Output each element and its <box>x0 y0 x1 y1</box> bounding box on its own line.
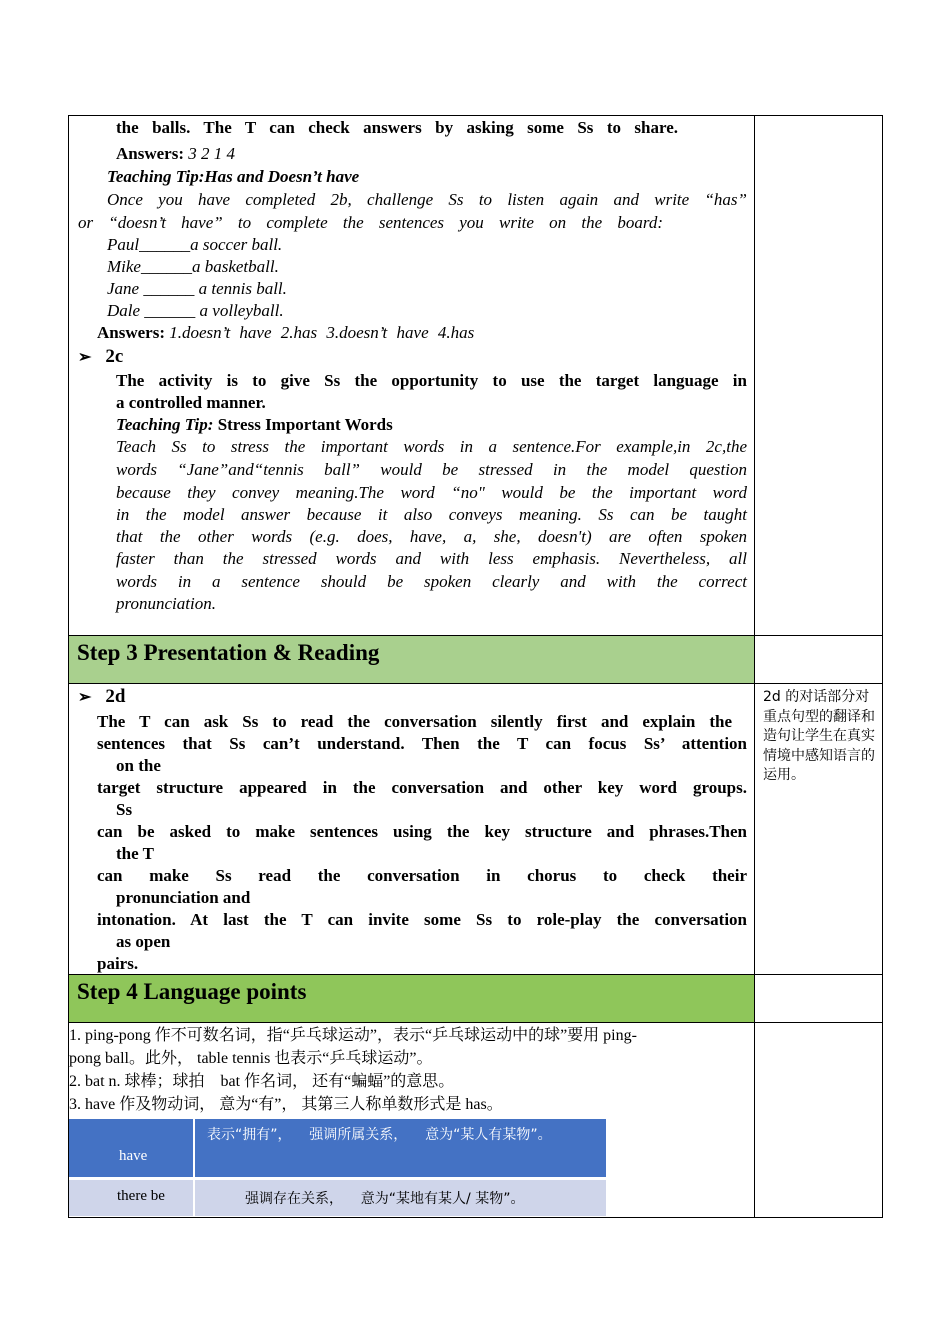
arrow-bullet-icon: ➢ <box>78 349 92 366</box>
table-row <box>69 1180 606 1216</box>
p2d-line-10: intonation. At last the T can invite some Ss to role-play the conversation <box>97 910 747 929</box>
answers2-label: Answers: <box>97 323 165 342</box>
heading-2d: ➢ 2d <box>78 686 126 707</box>
term-there-be: there be <box>117 1188 165 1204</box>
tip-title: Teaching Tip:Has and Doesn’t have <box>107 167 360 186</box>
answers2-value: 1.doesn’t have 2.has 3.doesn’t have 4.has <box>169 323 475 342</box>
answers-label: Answers: <box>116 144 184 163</box>
p2d-line-7: the T <box>116 844 154 863</box>
step4-header-row <box>68 974 883 1023</box>
p2d-line-5: Ss <box>116 800 133 819</box>
p2d-line-11: as open <box>116 932 171 951</box>
content-cell <box>68 683 755 975</box>
row-language-points <box>68 1022 883 1218</box>
heading-2c: ➢ 2c <box>78 346 124 367</box>
content-cell <box>68 1022 755 1218</box>
tip2-label: Teaching Tip: <box>116 415 214 434</box>
notes-cell <box>754 115 883 636</box>
meaning-have: 表示“拥有”， 强调所属关系， 意为“某人有某物”。 <box>207 1127 552 1143</box>
step3-header-row <box>68 635 883 684</box>
point-1a: 1. ping-pong 作不可数名词，指“乒乓球运动”，表示“乒乓球运动中的球”要用 ping- <box>69 1027 637 1044</box>
side-note-2d: 2d 的对话部分对重点句型的翻译和造句让学生在真实情境中感知语言的运用。 <box>763 689 875 783</box>
table-cell-term <box>69 1180 194 1216</box>
p2c-line-1: The activity is to give Ss the opportunity to use the target language in <box>116 371 747 390</box>
answers-line <box>116 143 235 165</box>
point-3: 3. have 作及物动词， 意为“有”， 其第三人称单数形式是 has。 <box>69 1096 503 1113</box>
point-1b: pong ball。此外， table tennis 也表示“乒乓球运动”。 <box>69 1050 433 1067</box>
p2d-line-1: The T can ask Ss to read the conversation silently first and explain the <box>97 712 732 731</box>
p2d-line-2: sentences that Ss can’t understand. Then the T can focus Ss’ attention <box>97 734 747 753</box>
table-row <box>69 1119 606 1177</box>
p2d-line-3: on the <box>116 756 161 775</box>
row-2b-2c <box>68 115 883 636</box>
tip-line-2: or “doesn’t have” to complete the sentences you write on the board: <box>78 213 663 232</box>
point-2: 2. bat n. 球棒；球拍 bat 作名词， 还有“蝙蝠”的意思。 <box>69 1073 455 1090</box>
sentence-1: Paul______a soccer ball. <box>107 235 283 254</box>
tip2-text-1: Teach Ss to stress the important words in a sentence.For example,in 2c,the <box>116 437 747 456</box>
table-cell-term <box>69 1119 194 1177</box>
tip2-text-5: that the other words (e.g. does, have, a, she, doesn't) are often spoken <box>116 527 747 546</box>
tip-line-1: Once you have completed 2b, challenge Ss to listen again and write “has” <box>107 190 747 209</box>
p2c-line-2: a controlled manner. <box>116 393 266 412</box>
tip2-title: Stress Important Words <box>217 415 393 434</box>
row-2d <box>68 683 883 975</box>
answers-value: 3 2 1 4 <box>188 144 235 163</box>
tip2-text-4: in the model answer because it also conveys meaning. Ss can be taught <box>116 505 747 524</box>
line-balls: the balls. The T can check answers by asking some Ss to share. <box>116 118 678 137</box>
sentence-3: Jane ______ a tennis ball. <box>107 279 287 298</box>
meaning-there-be: 强调存在关系， 意为“某地有某人/ 某物”。 <box>245 1191 525 1207</box>
have-vs-there-be-table <box>69 1119 606 1216</box>
arrow-bullet-icon: ➢ <box>78 689 92 706</box>
tip2-text-6: faster than the stressed words and with less emphasis. Nevertheless, all <box>116 549 747 568</box>
tip2-text-2: words “Jane”and“tennis ball” would be stressed in the model question <box>116 460 747 479</box>
tip2-line <box>116 414 393 436</box>
p2d-line-9: pronunciation and <box>116 888 251 907</box>
step3-header-cell <box>68 635 755 684</box>
table-cell-meaning <box>194 1119 606 1177</box>
p2d-line-12: pairs. <box>97 954 139 973</box>
step3-title: Step 3 Presentation & Reading <box>77 640 380 665</box>
sentence-2: Mike______a basketball. <box>107 257 279 276</box>
table-cell-meaning <box>194 1180 606 1216</box>
tip2-text-8: pronunciation. <box>116 594 216 613</box>
p2d-line-8: can make Ss read the conversation in chorus to check their <box>97 866 747 885</box>
step4-title: Step 4 Language points <box>77 979 307 1004</box>
notes-cell <box>754 683 883 975</box>
notes-cell <box>754 635 883 684</box>
content-cell <box>68 115 755 636</box>
answers2-line <box>97 322 474 344</box>
step4-header-cell <box>68 974 755 1023</box>
tip2-text-7: words in a sentence should be spoken clearly and with the correct <box>116 572 747 591</box>
notes-cell <box>754 1022 883 1218</box>
p2d-line-6: can be asked to make sentences using the key structure and phrases.Then <box>97 822 747 841</box>
notes-cell <box>754 974 883 1023</box>
p2d-line-4: target structure appeared in the conversation and other key word groups. <box>97 778 747 797</box>
tip2-text-3: because they convey meaning.The word “no" would be the important word <box>116 483 747 502</box>
sentence-4: Dale ______ a volleyball. <box>107 301 284 320</box>
term-have: have <box>119 1148 148 1164</box>
